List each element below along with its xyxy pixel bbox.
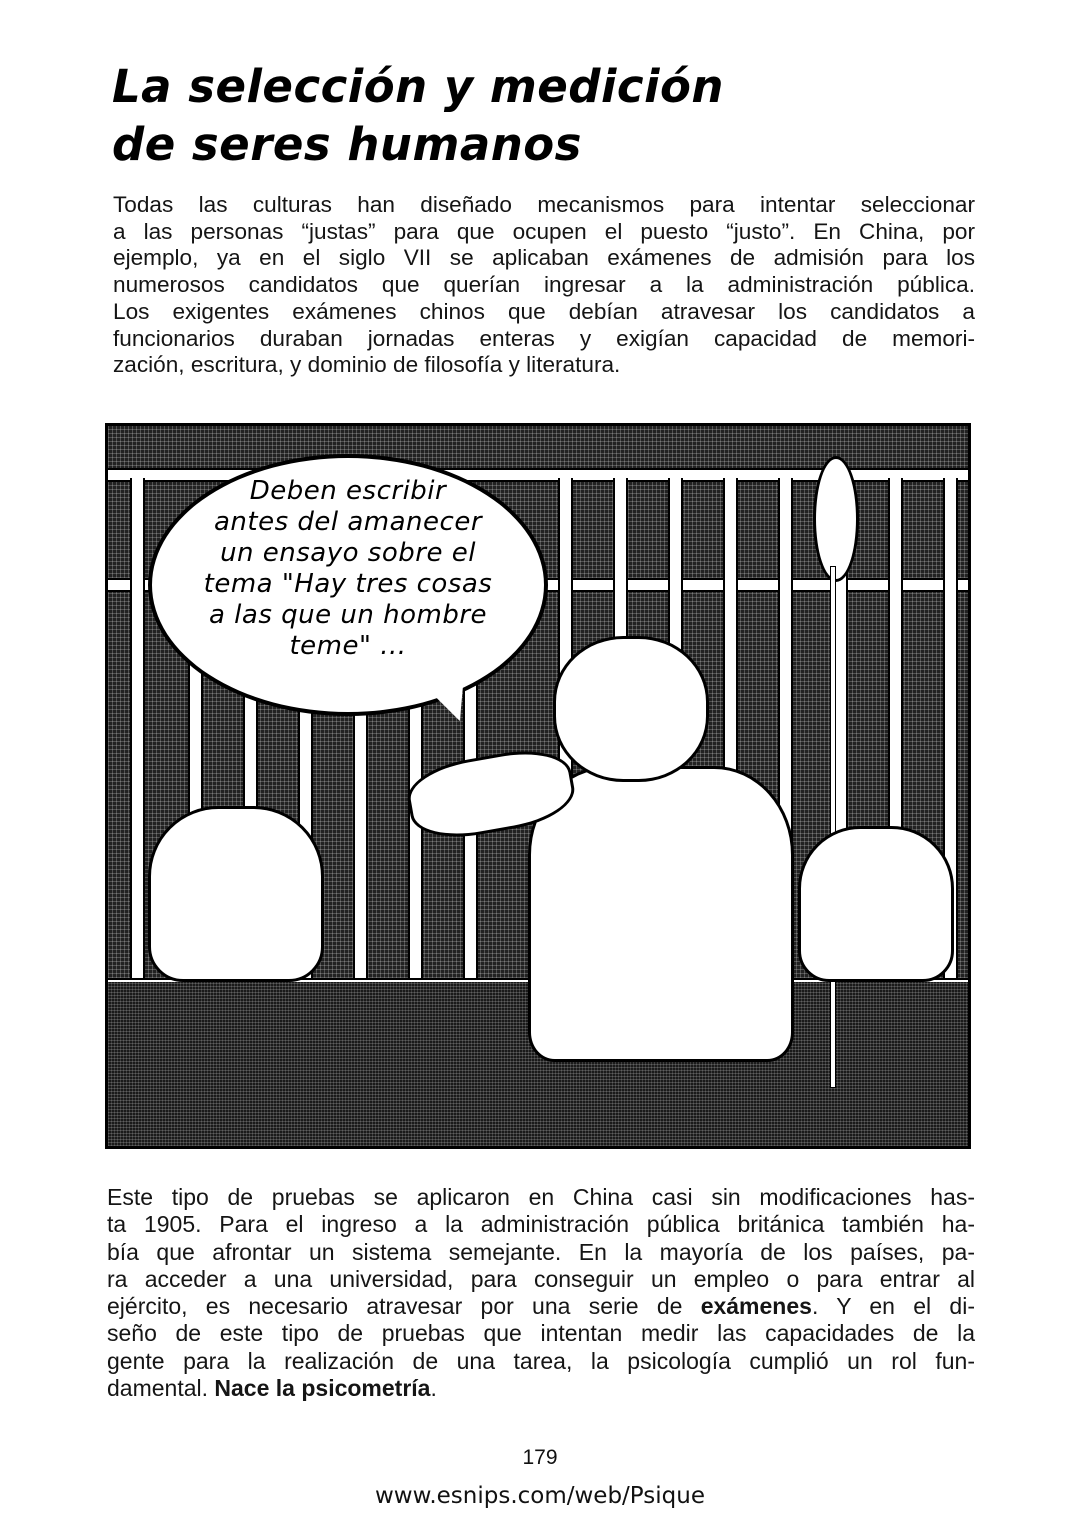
paragraph-line: bía que afrontar un sistema semejante. En la mayoría de los países, pa-: [107, 1238, 975, 1265]
line-text: .: [430, 1375, 437, 1402]
speech-bubble-text: [148, 476, 548, 662]
official-figure-body: [528, 766, 794, 1062]
comic-illustration: [105, 423, 971, 1149]
seated-prisoner-figure: [148, 806, 324, 982]
page-title: [112, 58, 912, 174]
paragraph-line: ta 1905. Para el ingreso a la administración pública británica también ha-: [107, 1211, 975, 1238]
title-line-1: La selección y medición: [112, 60, 724, 113]
bubble-line: un ensayo sobre el: [220, 538, 476, 568]
bubble-line: a las que un hombre: [208, 600, 488, 630]
official-figure-head: [553, 636, 709, 782]
paragraph-line: zación, escritura, y dominio de filosofía y literatura.: [113, 352, 621, 378]
line-text: ejército, es necesario atravesar por una serie de: [107, 1293, 701, 1320]
bubble-line: teme" ...: [289, 631, 407, 661]
bold-term-examenes: exámenes: [700, 1293, 812, 1320]
paragraph-line: ejemplo, ya en el siglo VII se aplicaban exámenes de admisión para los: [113, 245, 975, 271]
bubble-line: Deben escribir: [249, 476, 447, 506]
paragraph-line: a las personas “justas” para que ocupen el puesto “justo”. En China, por: [113, 218, 975, 244]
halberd-blade: [813, 456, 859, 582]
paragraph-line: gente para la realización de una tarea, la psicología cumplió un rol fun-: [107, 1347, 975, 1374]
paragraph-line: [107, 1375, 975, 1402]
right-prisoner-figure: [798, 826, 954, 982]
title-line-2: de seres humanos: [112, 118, 582, 171]
paragraph-line: numerosos candidatos que querían ingresar a la administración pública.: [113, 272, 975, 298]
intro-paragraph: [113, 192, 975, 379]
halberd-pole: [830, 566, 836, 1088]
footer-url: www.esnips.com/web/Psique: [375, 1483, 705, 1509]
paragraph-line: Los exigentes exámenes chinos que debían atravesar los candidatos a: [113, 298, 975, 324]
line-text: damental.: [107, 1375, 215, 1402]
paragraph-line: [107, 1293, 975, 1320]
bubble-line: tema "Hay tres cosas: [203, 569, 493, 599]
cage-bar: [130, 478, 145, 978]
paragraph-line: ra acceder a una universidad, para conseguir un empleo o para entrar al: [107, 1265, 975, 1292]
closing-paragraph: [107, 1184, 975, 1402]
paragraph-line: funcionarios duraban jornadas enteras y exigían capacidad de memori-: [113, 325, 975, 351]
bold-term-psicometria: Nace la psicometría: [214, 1375, 431, 1402]
line-text: . Y en el di-: [811, 1293, 975, 1320]
paragraph-line: seño de este tipo de pruebas que intentan medir las capacidades de la: [107, 1320, 975, 1347]
paragraph-line: Todas las culturas han diseñado mecanismos para intentar seleccionar: [113, 192, 975, 217]
paragraph-line: Este tipo de pruebas se aplicaron en China casi sin modificaciones has-: [107, 1184, 975, 1210]
page-number: 179: [522, 1446, 558, 1469]
bubble-line: antes del amanecer: [213, 507, 483, 537]
